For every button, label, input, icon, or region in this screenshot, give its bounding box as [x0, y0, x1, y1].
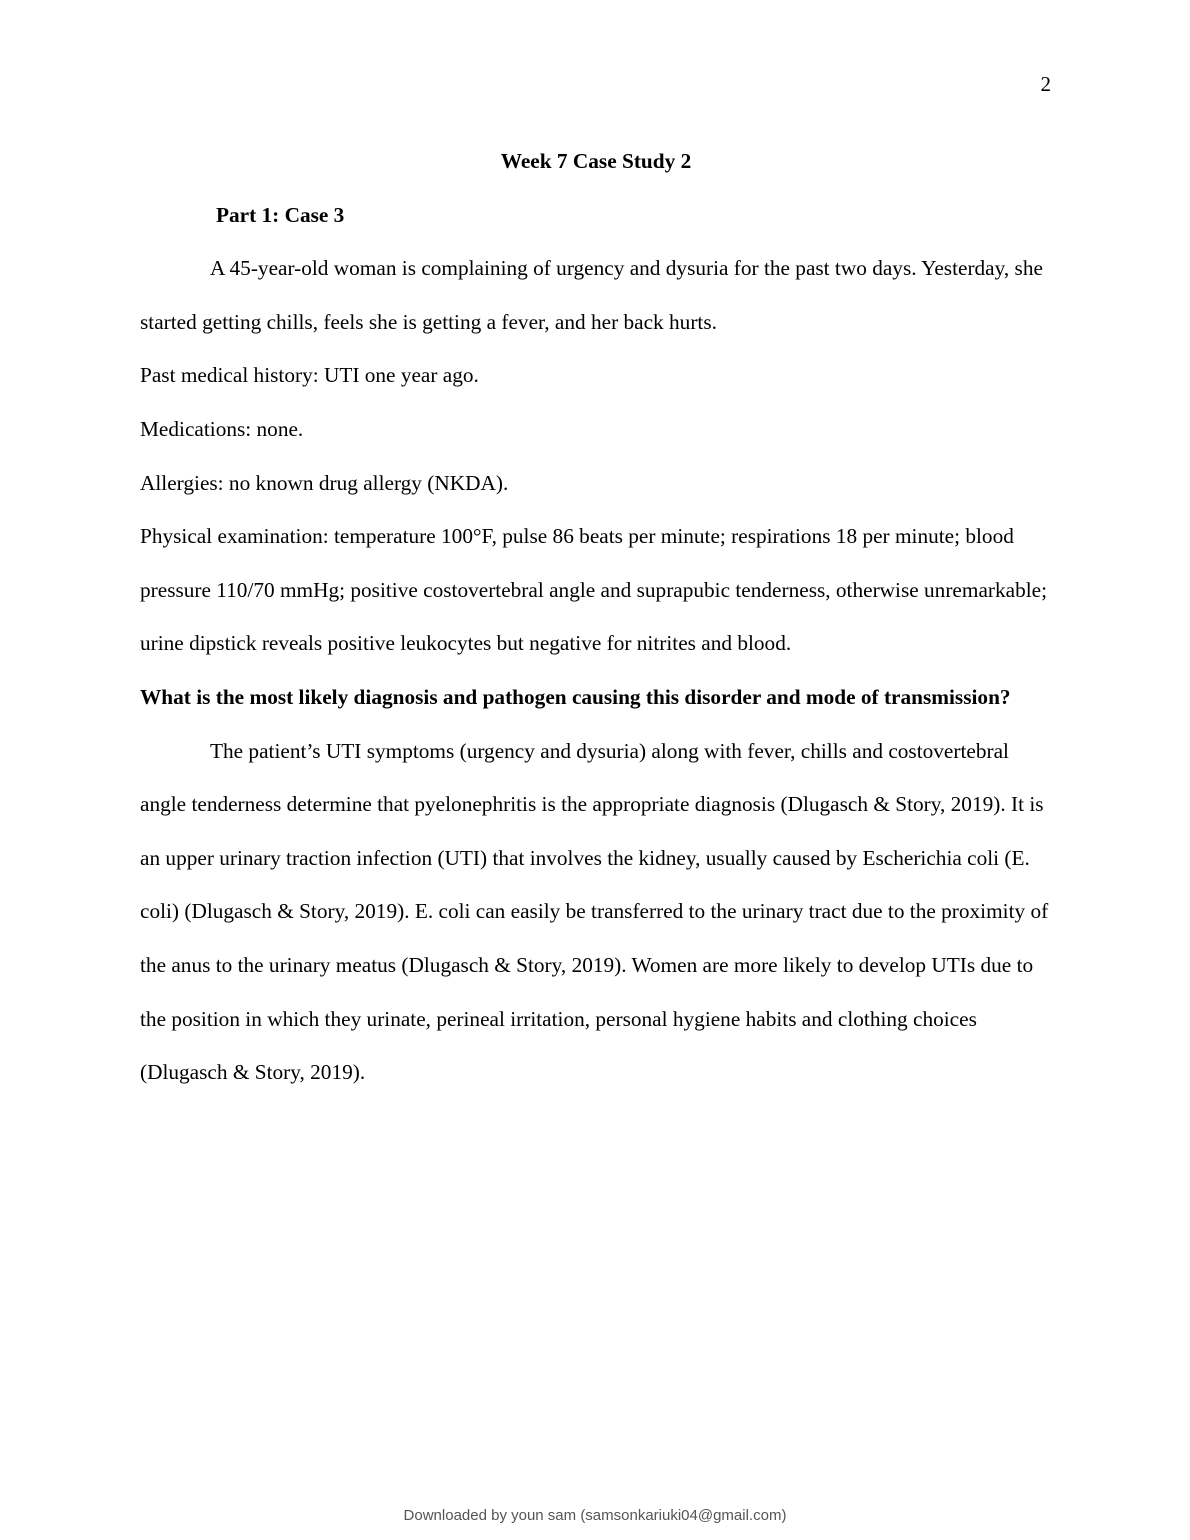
allergies: Allergies: no known drug allergy (NKDA).: [140, 470, 509, 495]
past-medical-history: Past medical history: UTI one year ago.: [140, 363, 479, 388]
download-footer: Downloaded by youn sam (samsonkariuki04@gmail.com): [403, 1507, 787, 1524]
physical-examination: Physical examination: temperature 100°F, pulse 86 beats per minute; respirations 18 per minute; blood pressure 110/70 mmHg; positive costovertebral angle and suprapubic tenderness, otherwise unremarkable; urine dipstick reveals positive leukocytes but negative for nitrites and blood.: [140, 524, 1048, 656]
document-body: [140, 135, 1052, 1100]
answer-paragraph: The patient’s UTI symptoms (urgency and dysuria) along with fever, chills and costovertebral angle tenderness determine that pyelonephritis is the appropriate diagnosis (Dlugasch & Story, 2019). It is an upper urinary traction infection (UTI) that involves the kidney, usually caused by Escherichia coli (E. coli) (Dlugasch & Story, 2019). E. coli can easily be transferred to the urinary tract due to the proximity of the anus to the urinary meatus (Dlugasch & Story, 2019). Women are more likely to develop UTIs due to the position in which they urinate, perineal irritation, personal hygiene habits and clothing choices (Dlugasch & Story, 2019).: [140, 738, 1049, 1085]
medications: Medications: none.: [140, 416, 304, 441]
part-heading: Part 1: Case 3: [216, 202, 345, 227]
document-title: Week 7 Case Study 2: [500, 149, 692, 173]
case-description: A 45-year-old woman is complaining of urgency and dysuria for the past two days. Yesterday, she started getting chills, feels she is getting a fever, and her back hurts.: [140, 256, 1043, 334]
page-number: 2: [1040, 72, 1051, 96]
case-question: What is the most likely diagnosis and pathogen causing this disorder and mode of transmission?: [140, 684, 1011, 709]
